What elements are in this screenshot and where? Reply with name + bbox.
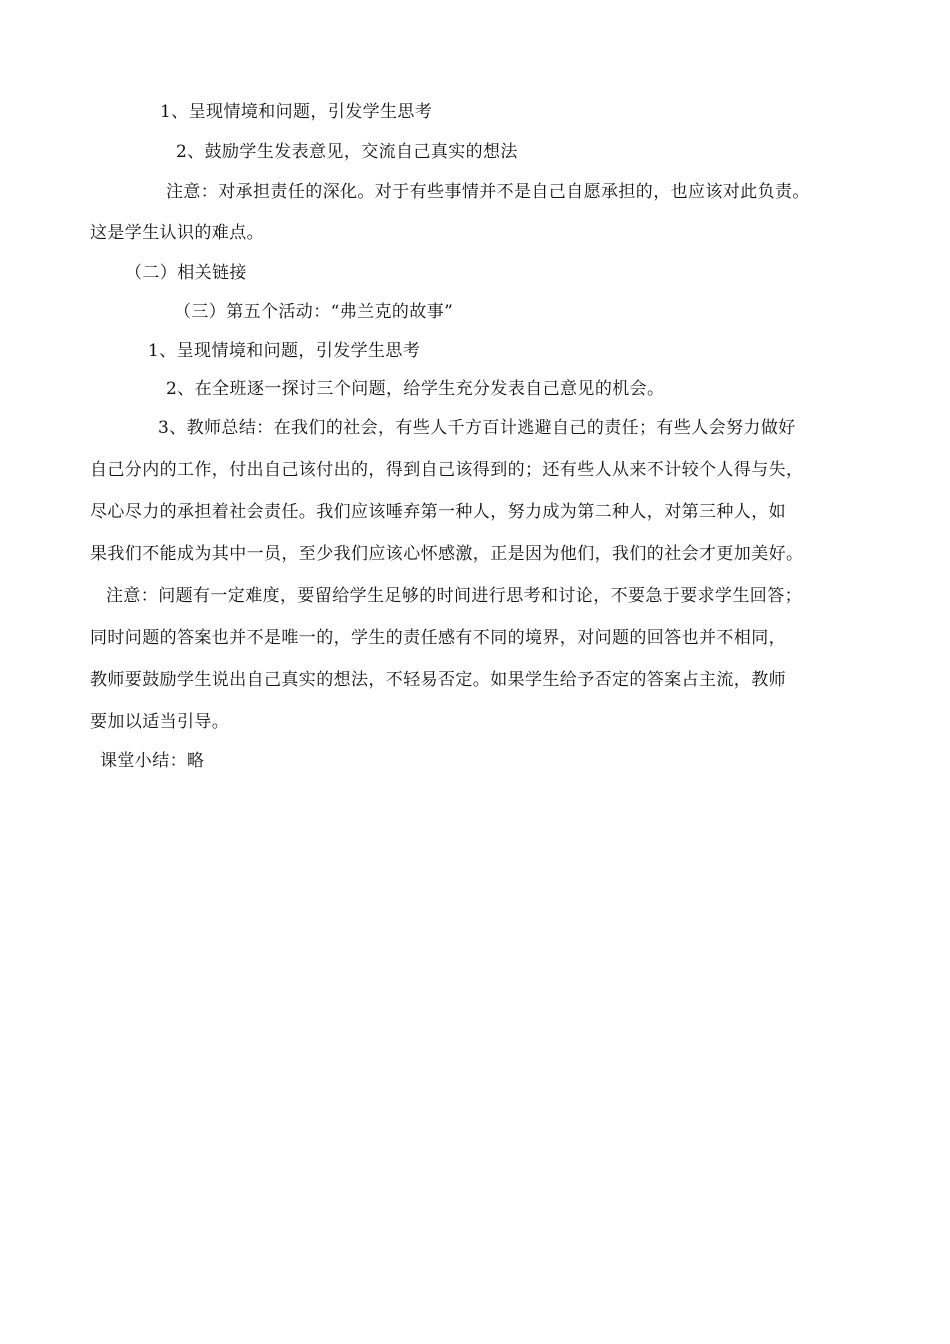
- note2-line-1: 注意：问题有一定难度，要留给学生足够的时间进行思考和讨论，不要急于要求学生回答；: [106, 586, 802, 606]
- note-line-2: 这是学生认识的难点。: [90, 223, 264, 243]
- step-1-line: 1、呈现情境和问题，引发学生思考: [160, 102, 433, 122]
- class-summary-line: 课堂小结：略: [100, 751, 205, 771]
- activity-step-2: 2、在全班逐一探讨三个问题，给学生充分发表自己意见的机会。: [166, 379, 665, 399]
- step-2-line: 2、鼓励学生发表意见，交流自己真实的想法: [176, 142, 518, 162]
- note2-line-2: 同时问题的答案也并不是唯一的，学生的责任感有不同的境界，对问题的回答也并不相同，: [90, 628, 786, 648]
- section-heading-links: （二）相关链接: [125, 263, 247, 283]
- note2-line-3: 教师要鼓励学生说出自己真实的想法，不轻易否定。如果学生给予否定的答案占主流，教师: [90, 670, 786, 690]
- section-heading-activity-five: （三）第五个活动：“弗兰克的故事”: [174, 302, 454, 322]
- summary-line-3: 尽心尽力的承担着社会责任。我们应该唾弃第一种人，努力成为第二种人，对第三种人，如: [90, 502, 786, 522]
- summary-line-2: 自己分内的工作，付出自己该付出的，得到自己该得到的；还有些人从来不计较个人得与失，: [90, 460, 804, 480]
- activity-step-1: 1、呈现情境和问题，引发学生思考: [148, 341, 421, 361]
- note2-line-4: 要加以适当引导。: [90, 712, 230, 732]
- note-line-1: 注意：对承担责任的深化。对于有些事情并不是自己自愿承担的，也应该对此负责。: [166, 182, 810, 202]
- summary-line-4: 果我们不能成为其中一员，至少我们应该心怀感激，正是因为他们，我们的社会才更加美好。: [90, 544, 804, 564]
- summary-line-1: 3、教师总结：在我们的社会，有些人千方百计逃避自己的责任；有些人会努力做好: [158, 418, 796, 438]
